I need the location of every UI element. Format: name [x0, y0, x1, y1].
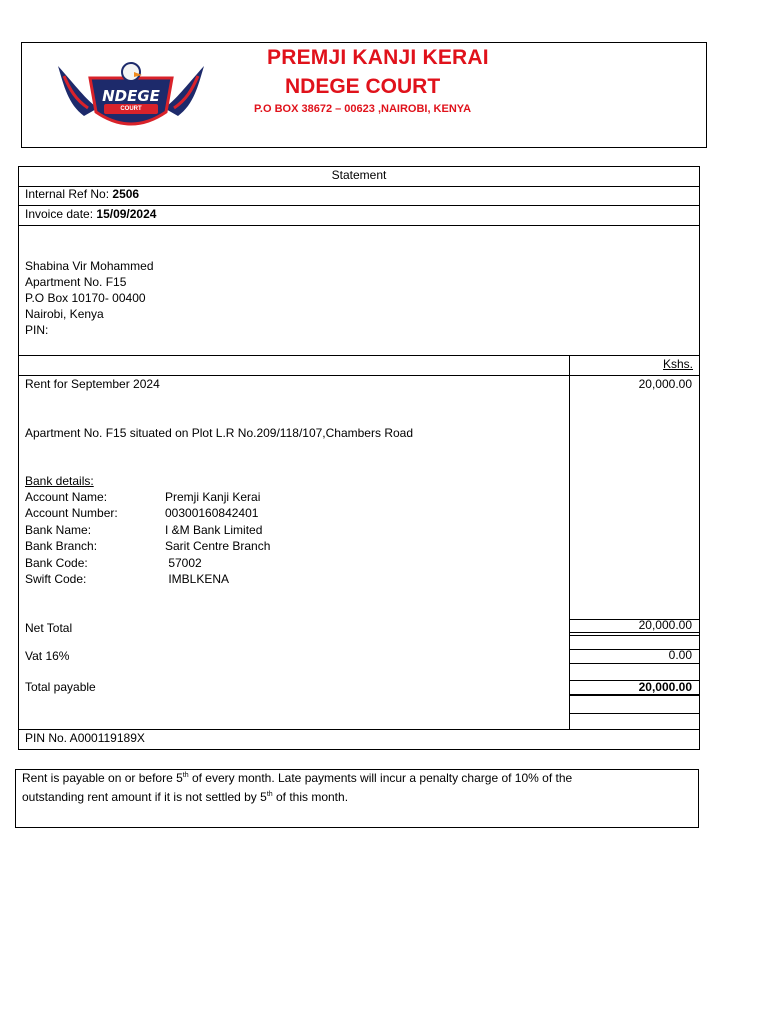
note-line-1 — [22, 771, 572, 786]
company-address: P.O BOX 38672 – 00623 ,NAIROBI, KENYA — [254, 103, 472, 115]
tenant-apartment: Apartment No. F15 — [25, 275, 127, 289]
invoice-date-label: Invoice date: — [25, 207, 94, 221]
note-line-2 — [22, 790, 348, 805]
tenant-pin: PIN: — [25, 323, 49, 337]
bank-row-value: Sarit Centre Branch — [165, 539, 271, 553]
landlord-pin-number: PIN No. A000119189X — [25, 731, 145, 745]
note-line-1-b: of every month. Late payments will incur a penalty charge of 10% of the — [188, 771, 573, 785]
vat-label: Vat 16% — [25, 649, 70, 663]
logo-text-sub: COURT — [120, 106, 142, 112]
invoice-date-value: 15/09/2024 — [96, 207, 157, 221]
ndege-court-logo — [54, 56, 208, 136]
net-total-value: 20,000.00 — [638, 618, 692, 632]
vat-value: 0.00 — [668, 648, 692, 662]
bank-row-label: Account Number: — [25, 506, 118, 520]
internal-ref-value: 2506 — [112, 187, 140, 201]
total-payable-value: 20,000.00 — [638, 680, 692, 694]
rent-amount: 20,000.00 — [638, 377, 692, 391]
apartment-location: Apartment No. F15 situated on Plot L.R No.209/118/107,Chambers Road — [25, 426, 414, 440]
bank-row-value: 57002 — [165, 556, 202, 570]
note-line-2-b: of this month. — [272, 790, 349, 804]
tenant-city: Nairobi, Kenya — [25, 307, 104, 321]
amount-column-divider — [569, 355, 570, 729]
note-sup-1: th — [182, 772, 189, 779]
note-sup-2: th — [266, 791, 273, 798]
bank-row-value: Premji Kanji Kerai — [165, 490, 261, 504]
statement-title: Statement — [331, 168, 387, 182]
note-line-2-a: outstanding rent amount if it is not settled by 5 — [22, 790, 267, 804]
tenant-box: P.O Box 10170- 00400 — [25, 291, 146, 305]
bank-row-label: Bank Code: — [25, 556, 88, 570]
net-total-label: Net Total — [25, 621, 73, 635]
bank-row-value: IMBLKENA — [165, 572, 230, 586]
property-name: NDEGE COURT — [285, 75, 441, 98]
note-line-1-a: Rent is payable on or before 5 — [22, 771, 183, 785]
bank-details-heading: Bank details: — [25, 474, 94, 488]
total-payable-label: Total payable — [25, 680, 96, 694]
bank-row-value: 00300160842401 — [165, 506, 259, 520]
company-name: PREMJI KANJI KERAI — [267, 46, 489, 69]
logo-text-main: NDEGE — [102, 87, 160, 105]
bank-row-label: Bank Branch: — [25, 539, 98, 553]
tenant-name: Shabina Vir Mohammed — [25, 259, 154, 273]
bank-row-value: I &M Bank Limited — [165, 523, 263, 537]
internal-ref-label — [25, 187, 139, 202]
invoice-date — [25, 207, 156, 222]
bank-row-label: Swift Code: — [25, 572, 87, 586]
bank-row-label: Account Name: — [25, 490, 108, 504]
currency-header: Kshs. — [662, 357, 693, 371]
rent-description: Rent for September 2024 — [25, 377, 160, 391]
internal-ref-label-text: Internal Ref No: — [25, 187, 110, 201]
bank-row-label: Bank Name: — [25, 523, 92, 537]
